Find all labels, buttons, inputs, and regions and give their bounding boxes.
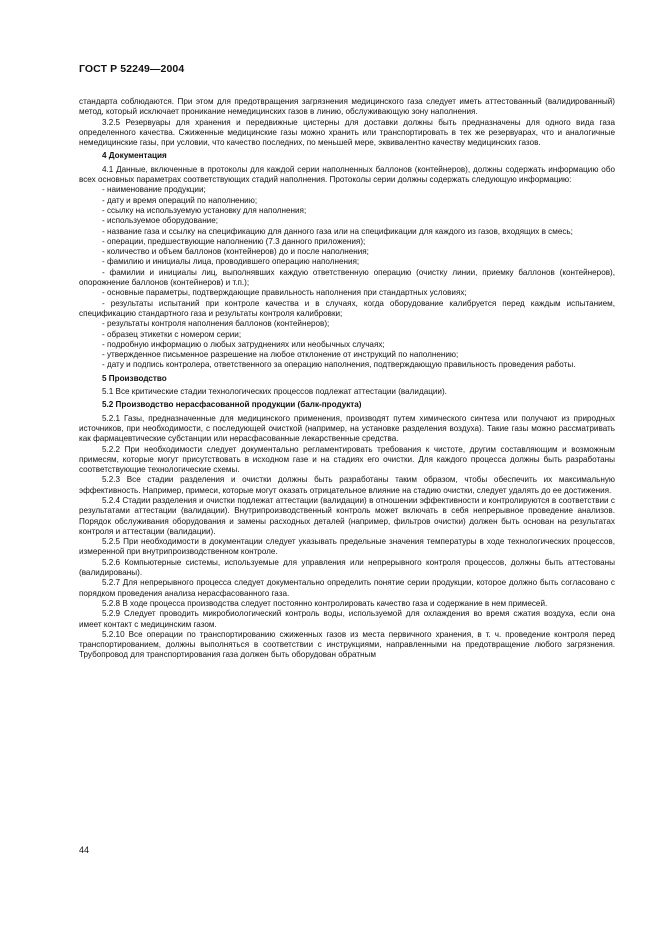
list-item: - фамилию и инициалы лица, проводившего операцию наполнения; [102, 257, 360, 267]
section-heading: 5.2 Производство нерасфасованной продукции (балк-продукта) [102, 400, 362, 410]
list-item: - ссылку на используемую установку для наполнения; [102, 205, 307, 215]
list-item: - название газа и ссылку на спецификацию для данного газа или на спецификации для каждого из газов, входящих в смесь; [102, 226, 573, 236]
continued-paragraph: стандарта соблюдаются. При этом для предотвращения загрязнения медицинского газа следует иметь аттестованный (валидированный) метод, который исключает проникание немедицинских газов в линию, обслуживающую зону наполнения. [79, 97, 615, 117]
document-header-title: ГОСТ Р 52249—2004 [79, 63, 185, 75]
list-item: - наименование продукции; [102, 185, 206, 195]
list-item: - основные параметры, подтверждающие правильность наполнения при стандартных условиях; [102, 288, 467, 298]
page-number: 44 [79, 845, 90, 855]
paragraph: 5.2.9 Следует проводить микробиологический контроль воды, используемой для охлаждения во время сжатия воздуха, если она имеет контакт с медицинским газом. [79, 609, 615, 629]
paragraph: 5.2.3 Все стадии разделения и очистки должны быть разработаны таким образом, чтобы обеспечить их максимальную эффективность. Например, примеси, которые могут оказать отрицательное влияние на стадию очистки, следует удалять до ее достижения. [79, 475, 615, 495]
paragraph: 3.2.5 Резервуары для хранения и передвижные цистерны для доставки должны быть предназначены для одного вида газа определенного качества. Сжиженные медицинские газы можно хранить или транспортировать в тех же резервуарах, что и аналогичные немедицинские газы, при условии, что качество последних, по меньшей мере, эквивалентно качеству медицинских газов. [79, 117, 615, 148]
list-item: - подробную информацию о любых затруднениях или необычных случаях; [102, 339, 385, 349]
list-item: - операции, предшествующие наполнению (7.3 данного приложения); [102, 236, 366, 246]
section-heading: 4 Документация [102, 151, 167, 161]
paragraph: 5.2.7 Для непрерывного процесса следует документально определить понятие серии продукции, которое должно быть согласовано с порядком проведения анализа нерасфасованного газа. [79, 578, 615, 598]
list-item: - фамилии и инициалы лиц, выполнявших каждую ответственную операцию (очистку линии, приемку баллонов (контейнеров), опорожнение баллонов (контейнеров) и т.п.); [79, 267, 615, 288]
list-item: - утвержденное письменное разрешение на любое отклонение от инструкций по наполнению; [102, 350, 459, 360]
paragraph: 5.2.2 При необходимости следует документально регламентировать требования к чистоте, другим составляющим и возможным примесям, которые могут присутствовать в исходном газе и на стадиях его очистки. Для каждого процесса должны быть разработаны соответствующие технологические схемы. [79, 444, 615, 475]
list-item: - дату и время операций по наполнению; [102, 195, 258, 205]
list-item: - результаты испытаний при контроле качества и в случаях, когда оборудование калибруется перед каждым испытанием, спецификацию стандартного газа и результаты контроля калибровки; [79, 298, 615, 318]
list-item: - дату и подпись контролера, ответственного за операцию наполнения, подтверждающую правильность проведения работы. [102, 360, 576, 370]
list-item: - результаты контроля наполнения баллонов (контейнеров); [102, 319, 330, 329]
document-body [79, 97, 615, 661]
paragraph: 5.1 Все критические стадии технологических процессов подлежат аттестации (валидации). [102, 387, 447, 397]
paragraph: 5.2.4 Стадии разделения и очистки подлежат аттестации (валидации) в отношении эффективности и контролируются в соответствии с результатами аттестации (валидации). Внутрипроизводственный контроль может включать в себя непрерывное проведение анализов. Порядок обслуживания оборудования и замены расходных деталей (например, фильтров очистки) должен быть основан на результатах контроля и аттестации (валидации). [79, 495, 615, 536]
list-item: - используемое оборудование; [102, 216, 218, 226]
paragraph: 5.2.10 Все операции по транспортированию сжиженных газов из места первичного хранения, в т. ч. проведение контроля перед транспортированием, должны выполняться в соответствии с инструкциями, направленными на предотвращение любого загрязнения. Трубопровод для транспортирования газа должен быть оборудован обратным [79, 629, 615, 660]
section-heading: 5 Производство [102, 373, 167, 383]
paragraph: 4.1 Данные, включенные в протоколы для каждой серии наполненных баллонов (контейнеров), должны содержать информацию обо всех основных параметрах соответствующих стадий наполнения. Протоколы серии должны содержать следующую информацию: [79, 164, 615, 185]
paragraph: 5.2.5 При необходимости в документации следует указывать предельные значения температуры в ходе технологических процессов, измеренной при внутрипроизводственном контроле. [79, 537, 615, 557]
list-item: - образец этикетки с номером серии; [102, 329, 242, 339]
paragraph: 5.2.8 В ходе процесса производства следует постоянно контролировать качество газа и содержание в нем примесей. [102, 598, 548, 608]
paragraph: 5.2.6 Компьютерные системы, используемые для управления или непрерывного контроля процессов, должны быть аттестованы (валидированы). [79, 557, 615, 578]
paragraph: 5.2.1 Газы, предназначенные для медицинского применения, производят путем химического синтеза или получают из природных источников, при необходимости, с последующей очисткой (например, на установке разделения воздуха). Такие газы можно рассматривать как фармацевтические субстанции или нерасфасованные лекарственные средства. [79, 413, 615, 444]
list-item: - количество и объем баллонов (контейнеров) до и после наполнения; [102, 247, 369, 257]
